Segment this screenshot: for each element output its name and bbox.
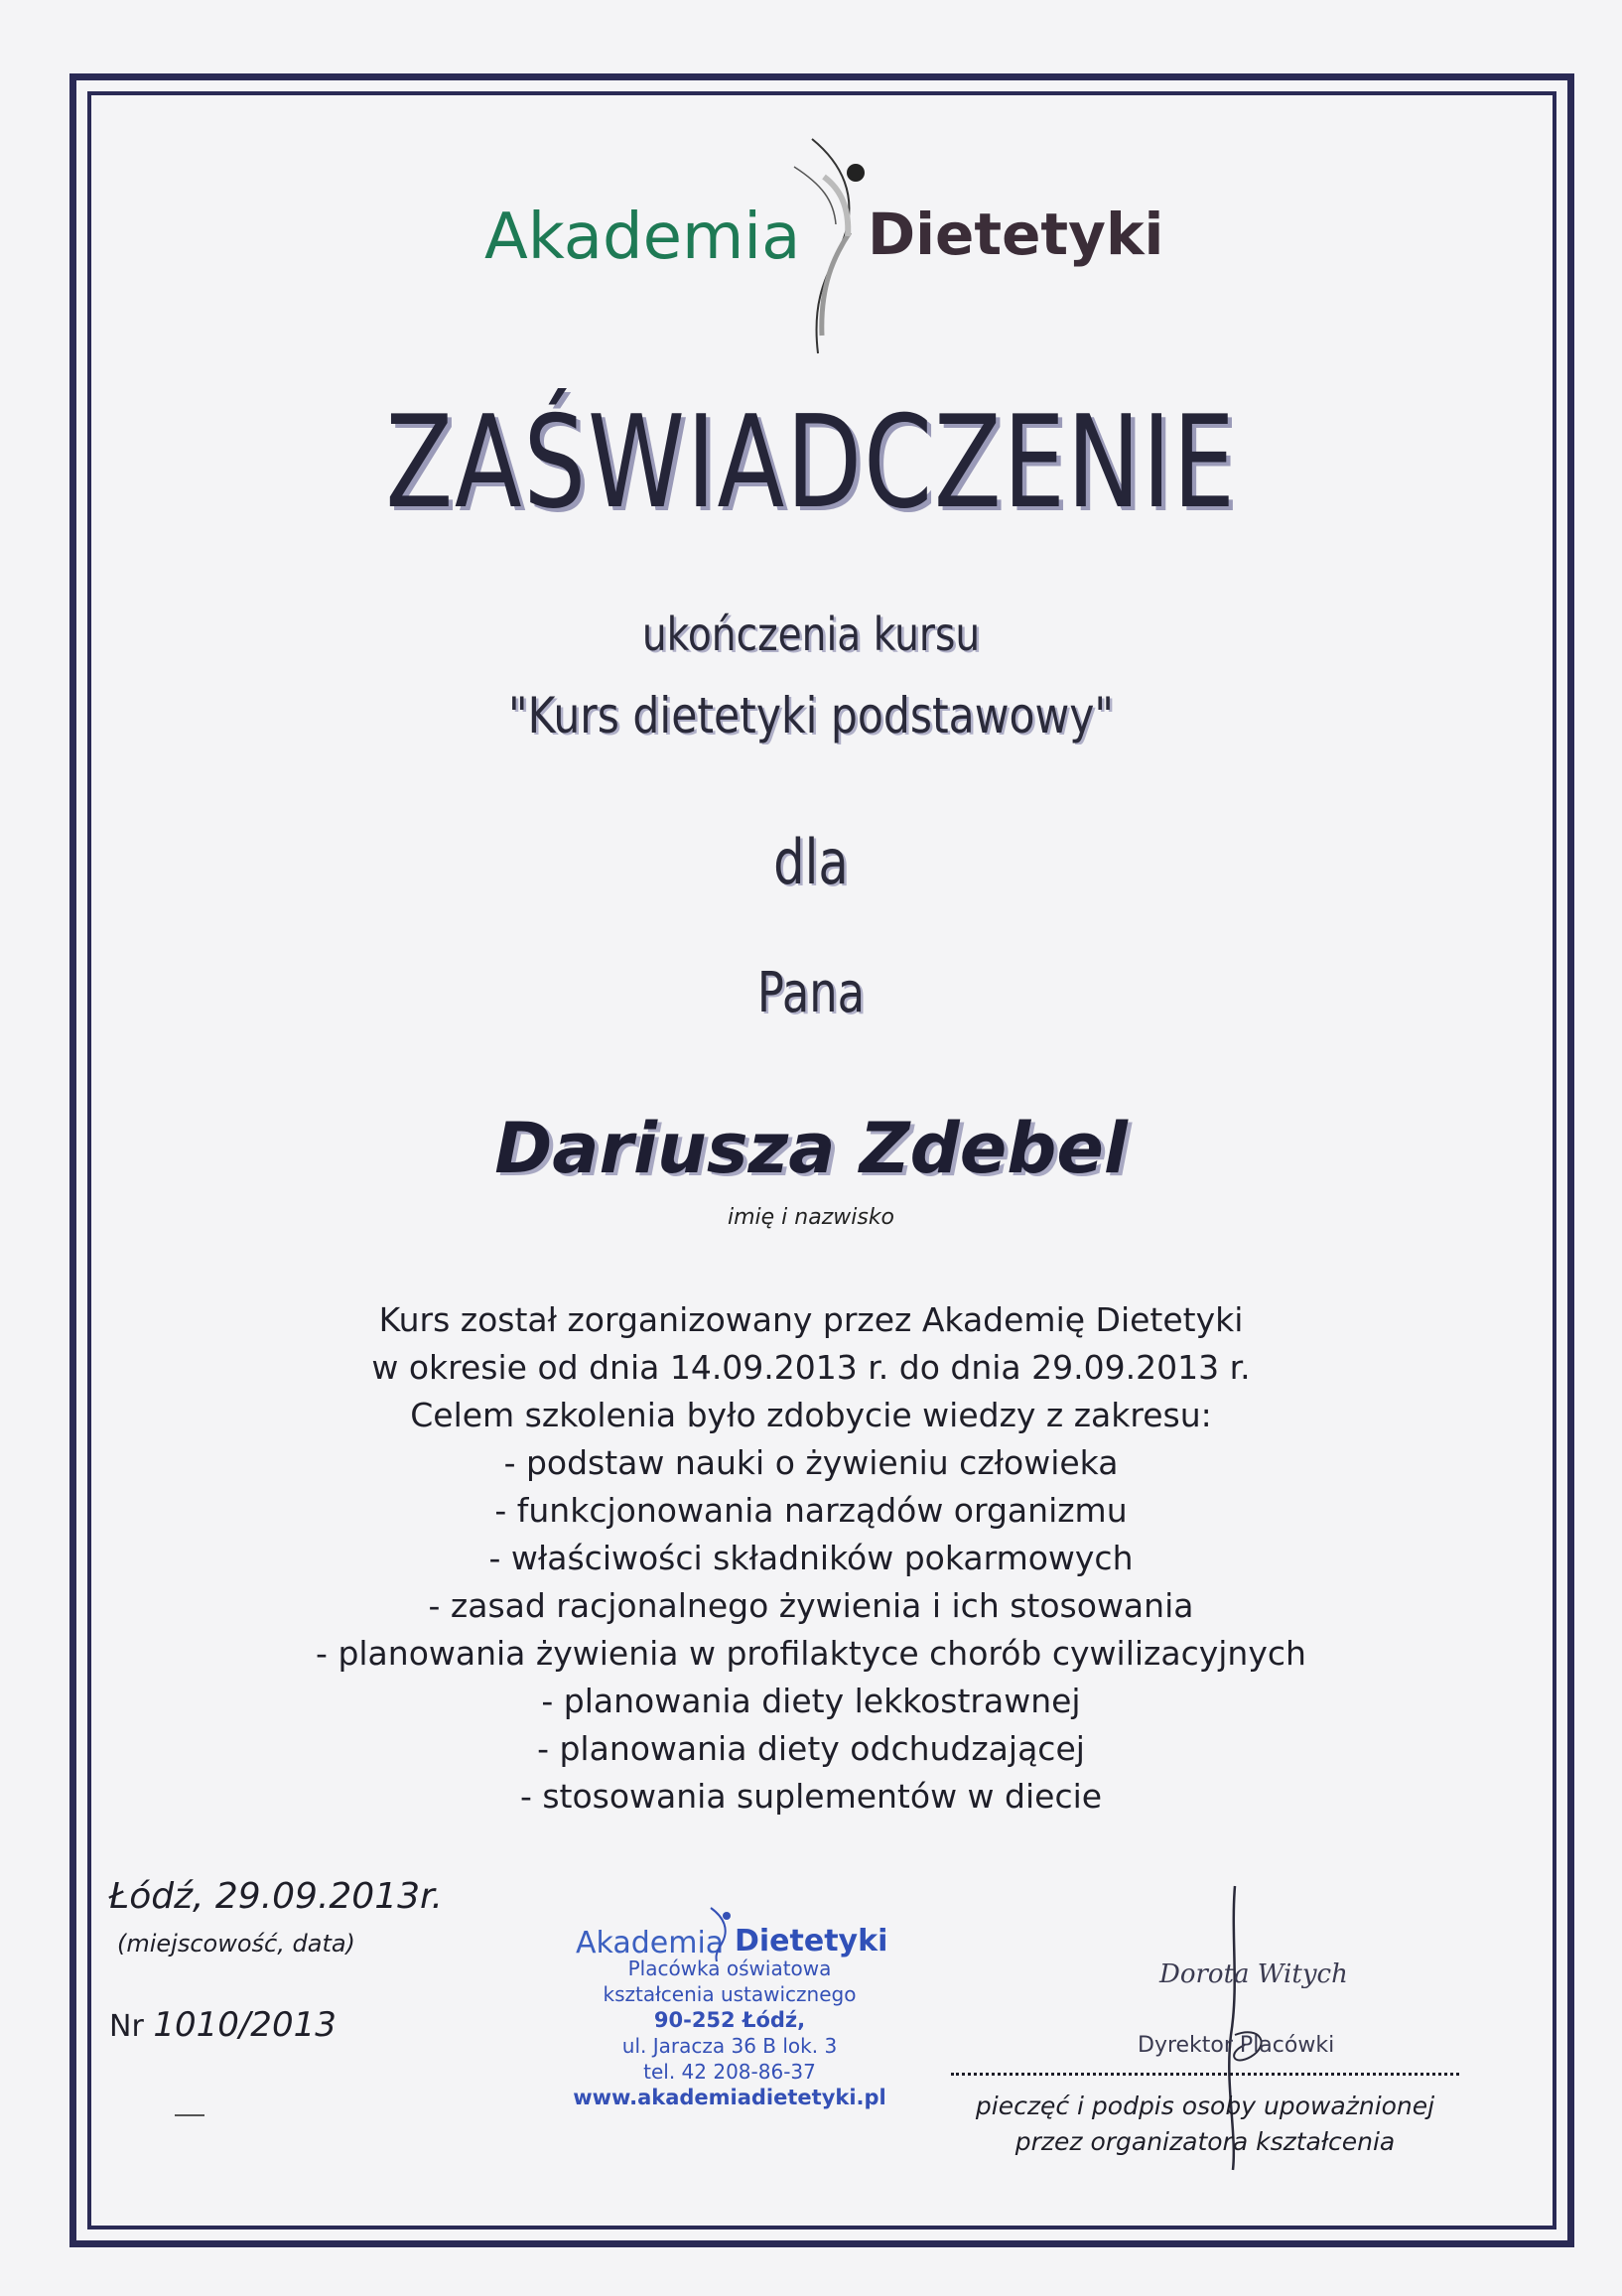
recipient-name-label: imię i nazwisko bbox=[727, 1205, 895, 1230]
number-value: 1010/2013 bbox=[153, 2005, 337, 2045]
topic-item: - planowania diety lekkostrawnej bbox=[541, 1682, 1081, 1720]
topic-item: - planowania diety odchudzającej bbox=[537, 1729, 1085, 1768]
place-date-label: (miejscowość, data) bbox=[117, 1930, 355, 1958]
divider bbox=[175, 2114, 204, 2116]
stamp-dietetyki: Dietetyki bbox=[735, 1924, 888, 1958]
figure-icon bbox=[764, 137, 874, 355]
signature-label bbox=[951, 2089, 1459, 2160]
stamp-line: Placówka oświatowa bbox=[627, 1957, 832, 1980]
number-prefix: Nr bbox=[109, 2009, 144, 2044]
logo-akademia-text: Akademia bbox=[484, 201, 801, 274]
subtitle-line-1: ukończenia kursu bbox=[641, 608, 981, 661]
stamp-figure-icon bbox=[701, 1906, 735, 1961]
course-name: "Kurs dietetyki podstawowy" bbox=[508, 687, 1114, 744]
stamp-line: 90-252 Łódź, bbox=[653, 2008, 806, 2032]
topic-item: - stosowania suplementów w diecie bbox=[519, 1777, 1103, 1816]
stamp-line: kształcenia ustawicznego bbox=[603, 1982, 857, 2006]
body-line: w okresie od dnia 14.09.2013 r. do dnia 29.09.2013 r. bbox=[371, 1348, 1251, 1387]
topic-item: - zasad racjonalnego żywienia i ich stosowania bbox=[428, 1586, 1194, 1625]
course-description bbox=[0, 1296, 1622, 1821]
logo-dietetyki-text: Dietetyki bbox=[868, 201, 1164, 268]
topic-item: - funkcjonowania narządów organizmu bbox=[494, 1491, 1128, 1530]
stamp-logo bbox=[566, 1906, 893, 1960]
recipient-name: Dariusza Zdebel bbox=[494, 1108, 1128, 1189]
signer-name: Dorota Witych bbox=[1159, 1959, 1348, 1989]
topic-item: - podstaw nauki o żywieniu człowieka bbox=[503, 1443, 1119, 1482]
certificate-number bbox=[109, 2005, 337, 2045]
signature-label-line-1: pieczęć i podpis osoby upoważnionej bbox=[975, 2092, 1435, 2120]
signature-line bbox=[951, 2073, 1459, 2076]
body-line: Kurs został zorganizowany przez Akademię Dietetyki bbox=[378, 1300, 1244, 1339]
certificate-title: ZAŚWIADCZENIE bbox=[385, 389, 1237, 537]
stamp-line: ul. Jaracza 36 B lok. 3 bbox=[621, 2034, 838, 2058]
logo bbox=[484, 137, 1179, 355]
topic-item: - planowania żywienia w profilaktyce chorób cywilizacyjnych bbox=[316, 1634, 1306, 1673]
stamp-line: tel. 42 208-86-37 bbox=[643, 2060, 816, 2084]
signature-label-line-2: przez organizatora kształcenia bbox=[1014, 2127, 1396, 2156]
for-label: dla bbox=[773, 826, 849, 898]
stamp-akademia: Akademia bbox=[576, 1926, 725, 1960]
institution-stamp bbox=[566, 1906, 893, 2164]
body-line: Celem szkolenia było zdobycie wiedzy z zakresu: bbox=[410, 1396, 1212, 1434]
salutation: Pana bbox=[756, 961, 866, 1025]
stamp-line: www.akademiadietetyki.pl bbox=[573, 2086, 886, 2109]
topic-item: - właściwości składników pokarmowych bbox=[488, 1539, 1134, 1577]
signer-title: Dyrektor Placówki bbox=[1138, 2033, 1335, 2058]
stamp-address bbox=[566, 1956, 893, 2110]
place-date: Łódź, 29.09.2013r. bbox=[109, 1876, 443, 1917]
